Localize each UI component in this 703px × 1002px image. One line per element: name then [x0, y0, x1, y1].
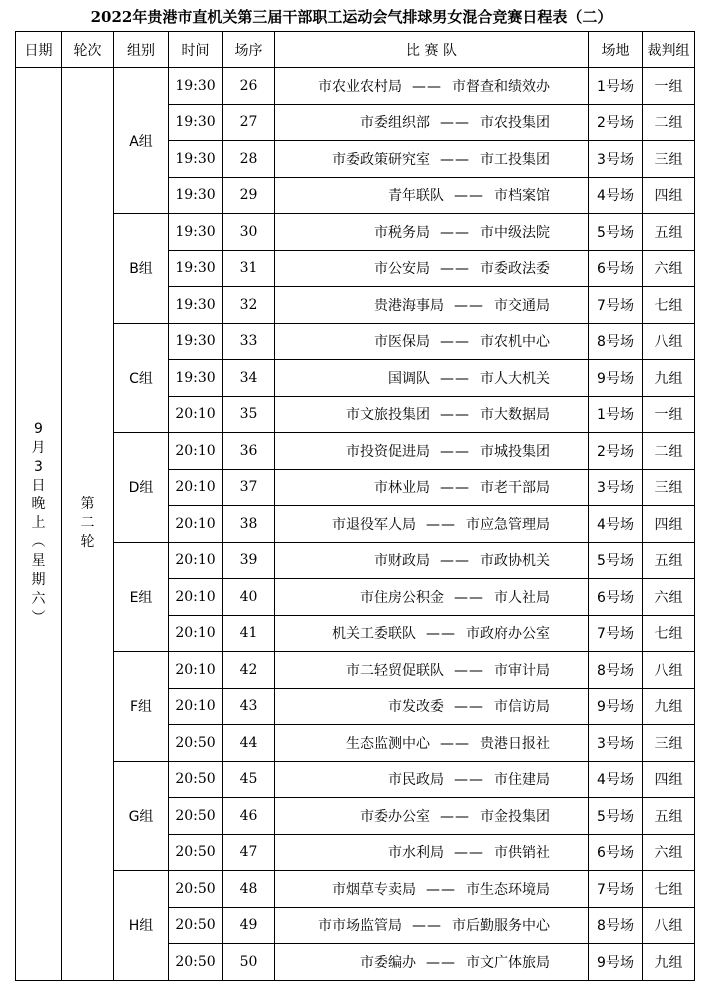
team-away: 市生态环境局	[466, 881, 550, 898]
time-cell: 20:10	[169, 396, 223, 433]
venue-cell: 9号场	[589, 360, 643, 397]
teams-cell	[275, 542, 589, 579]
team-home: 市公安局	[374, 261, 430, 278]
teams-cell	[275, 798, 589, 835]
referee-cell: 四组	[643, 177, 695, 214]
table-row	[16, 68, 695, 105]
time-cell: 20:10	[169, 506, 223, 543]
referee-cell: 七组	[643, 287, 695, 324]
match-no-cell: 45	[223, 761, 275, 798]
table-row	[16, 323, 695, 360]
team-away: 市老干部局	[480, 480, 550, 497]
team-away: 市应急管理局	[466, 516, 550, 533]
venue-cell: 5号场	[589, 214, 643, 251]
round-char: 第	[80, 496, 95, 513]
team-home: 市医保局	[374, 334, 430, 351]
team-home: 市财政局	[374, 553, 430, 570]
time-cell: 19:30	[169, 287, 223, 324]
teams-cell	[275, 68, 589, 105]
time-cell: 20:50	[169, 761, 223, 798]
team-home: 生态监测中心	[346, 735, 430, 752]
team-home: 市林业局	[374, 480, 430, 497]
date-cell	[16, 68, 62, 981]
match-no-cell: 41	[223, 615, 275, 652]
referee-cell: 八组	[643, 652, 695, 689]
teams-cell	[275, 360, 589, 397]
time-cell: 19:30	[169, 214, 223, 251]
match-no-cell: 32	[223, 287, 275, 324]
time-cell: 19:30	[169, 177, 223, 214]
time-cell: 19:30	[169, 360, 223, 397]
match-no-cell: 50	[223, 944, 275, 981]
versus-separator: ——	[440, 480, 470, 497]
header-round: 轮次	[62, 32, 114, 68]
versus-separator: ——	[454, 188, 484, 205]
team-home: 市文旅投集团	[346, 407, 430, 424]
versus-separator: ——	[412, 78, 442, 95]
date-char: 上	[31, 515, 46, 532]
match-no-cell: 33	[223, 323, 275, 360]
match-no-cell: 27	[223, 104, 275, 141]
team-home: 国调队	[388, 370, 430, 387]
venue-cell: 7号场	[589, 287, 643, 324]
teams-cell	[275, 177, 589, 214]
team-home: 市委编办	[360, 954, 416, 971]
venue-cell: 3号场	[589, 725, 643, 762]
match-no-cell: 49	[223, 907, 275, 944]
group-cell: A组	[114, 68, 169, 214]
venue-cell: 9号场	[589, 688, 643, 725]
versus-separator: ——	[426, 954, 456, 971]
team-home: 青年联队	[388, 188, 444, 205]
table-row	[16, 214, 695, 251]
versus-separator: ——	[426, 881, 456, 898]
team-away: 市中级法院	[480, 224, 550, 241]
match-no-cell: 28	[223, 141, 275, 178]
date-char: ︵	[31, 534, 46, 551]
team-away: 市农机中心	[480, 334, 550, 351]
venue-cell: 6号场	[589, 579, 643, 616]
teams-cell	[275, 944, 589, 981]
versus-separator: ——	[440, 261, 470, 278]
versus-separator: ——	[454, 772, 484, 789]
match-no-cell: 47	[223, 834, 275, 871]
venue-cell: 2号场	[589, 104, 643, 141]
referee-cell: 二组	[643, 104, 695, 141]
referee-cell: 六组	[643, 834, 695, 871]
team-away: 市文广体旅局	[466, 954, 550, 971]
venue-cell: 5号场	[589, 542, 643, 579]
versus-separator: ——	[440, 443, 470, 460]
referee-cell: 九组	[643, 944, 695, 981]
time-cell: 20:50	[169, 834, 223, 871]
venue-cell: 1号场	[589, 396, 643, 433]
team-home: 市退役军人局	[332, 516, 416, 533]
header-referee: 裁判组	[643, 32, 695, 68]
time-cell: 20:10	[169, 615, 223, 652]
team-home: 市烟草专卖局	[332, 881, 416, 898]
teams-cell	[275, 761, 589, 798]
team-away: 市政协机关	[480, 553, 550, 570]
team-home: 市民政局	[388, 772, 444, 789]
table-row	[16, 652, 695, 689]
match-no-cell: 40	[223, 579, 275, 616]
match-no-cell: 29	[223, 177, 275, 214]
time-cell: 19:30	[169, 104, 223, 141]
match-no-cell: 36	[223, 433, 275, 470]
date-char: 3	[34, 458, 43, 475]
date-char: 期	[31, 571, 46, 588]
venue-cell: 6号场	[589, 834, 643, 871]
referee-cell: 八组	[643, 323, 695, 360]
venue-cell: 9号场	[589, 944, 643, 981]
referee-cell: 三组	[643, 725, 695, 762]
referee-cell: 五组	[643, 214, 695, 251]
date-char: 9	[34, 420, 43, 437]
header-teams: 比 赛 队	[275, 32, 589, 68]
referee-cell: 七组	[643, 615, 695, 652]
time-cell: 20:10	[169, 469, 223, 506]
venue-cell: 3号场	[589, 141, 643, 178]
team-away: 市交通局	[494, 297, 550, 314]
referee-cell: 二组	[643, 433, 695, 470]
teams-cell	[275, 579, 589, 616]
referee-cell: 七组	[643, 871, 695, 908]
teams-cell	[275, 688, 589, 725]
referee-cell: 一组	[643, 396, 695, 433]
date-char: 月	[31, 439, 46, 456]
venue-cell: 2号场	[589, 433, 643, 470]
team-away: 市大数据局	[480, 407, 550, 424]
teams-cell	[275, 250, 589, 287]
time-cell: 20:50	[169, 907, 223, 944]
round-char: 二	[80, 515, 95, 532]
time-cell: 20:10	[169, 542, 223, 579]
match-no-cell: 26	[223, 68, 275, 105]
team-away: 市审计局	[494, 662, 550, 679]
team-home: 贵港海事局	[374, 297, 444, 314]
team-home: 市税务局	[374, 224, 430, 241]
header-match-no: 场序	[223, 32, 275, 68]
header-group: 组别	[114, 32, 169, 68]
versus-separator: ——	[440, 224, 470, 241]
venue-cell: 4号场	[589, 506, 643, 543]
team-home: 市水利局	[388, 845, 444, 862]
team-home: 市发改委	[388, 699, 444, 716]
date-char: 日	[31, 477, 46, 494]
match-no-cell: 44	[223, 725, 275, 762]
team-away: 市人社局	[494, 589, 550, 606]
venue-cell: 8号场	[589, 652, 643, 689]
referee-cell: 四组	[643, 761, 695, 798]
versus-separator: ——	[440, 334, 470, 351]
team-home: 市二轻贸促联队	[346, 662, 444, 679]
teams-cell	[275, 907, 589, 944]
team-away: 市督查和绩效办	[452, 78, 550, 95]
header-row	[16, 32, 695, 68]
group-cell: C组	[114, 323, 169, 433]
time-cell: 20:10	[169, 652, 223, 689]
match-no-cell: 30	[223, 214, 275, 251]
team-away: 市委政法委	[480, 261, 550, 278]
teams-cell	[275, 287, 589, 324]
referee-cell: 九组	[643, 360, 695, 397]
team-away: 市供销社	[494, 845, 550, 862]
versus-separator: ——	[412, 918, 442, 935]
versus-separator: ——	[440, 808, 470, 825]
table-row	[16, 871, 695, 908]
header-date: 日期	[16, 32, 62, 68]
teams-cell	[275, 141, 589, 178]
header-venue: 场地	[589, 32, 643, 68]
teams-cell	[275, 323, 589, 360]
match-no-cell: 34	[223, 360, 275, 397]
page-title: 2022年贵港市直机关第三届干部职工运动会气排球男女混合竞赛日程表（二）	[90, 8, 613, 26]
time-cell: 19:30	[169, 250, 223, 287]
group-cell: D组	[114, 433, 169, 543]
venue-cell: 1号场	[589, 68, 643, 105]
team-away: 市住建局	[494, 772, 550, 789]
time-cell: 20:50	[169, 798, 223, 835]
date-char: 晚	[31, 496, 46, 513]
teams-cell	[275, 469, 589, 506]
versus-separator: ——	[440, 370, 470, 387]
date-char: ︶	[31, 609, 46, 626]
time-cell: 19:30	[169, 141, 223, 178]
referee-cell: 六组	[643, 579, 695, 616]
teams-cell	[275, 834, 589, 871]
team-home: 市委组织部	[360, 115, 430, 132]
referee-cell: 三组	[643, 141, 695, 178]
versus-separator: ——	[426, 626, 456, 643]
time-cell: 20:50	[169, 871, 223, 908]
venue-cell: 7号场	[589, 615, 643, 652]
venue-cell: 6号场	[589, 250, 643, 287]
teams-cell	[275, 214, 589, 251]
teams-cell	[275, 433, 589, 470]
match-no-cell: 48	[223, 871, 275, 908]
team-home: 市农业农村局	[318, 78, 402, 95]
time-cell: 20:50	[169, 725, 223, 762]
team-away: 市政府办公室	[466, 626, 550, 643]
referee-cell: 一组	[643, 68, 695, 105]
versus-separator: ——	[440, 151, 470, 168]
team-home: 机关工委联队	[332, 626, 416, 643]
versus-separator: ——	[440, 735, 470, 752]
teams-cell	[275, 871, 589, 908]
venue-cell: 3号场	[589, 469, 643, 506]
time-cell: 19:30	[169, 323, 223, 360]
table-row	[16, 761, 695, 798]
team-away: 市工投集团	[480, 151, 550, 168]
match-no-cell: 31	[223, 250, 275, 287]
versus-separator: ——	[454, 845, 484, 862]
referee-cell: 三组	[643, 469, 695, 506]
match-no-cell: 35	[223, 396, 275, 433]
time-cell: 20:50	[169, 944, 223, 981]
group-cell: E组	[114, 542, 169, 652]
team-away: 市城投集团	[480, 443, 550, 460]
table-row	[16, 542, 695, 579]
teams-cell	[275, 396, 589, 433]
versus-separator: ——	[426, 516, 456, 533]
versus-separator: ——	[454, 297, 484, 314]
venue-cell: 4号场	[589, 177, 643, 214]
table-row	[16, 433, 695, 470]
referee-cell: 五组	[643, 798, 695, 835]
referee-cell: 五组	[643, 542, 695, 579]
versus-separator: ——	[440, 407, 470, 424]
header-time: 时间	[169, 32, 223, 68]
team-away: 市人大机关	[480, 370, 550, 387]
venue-cell: 5号场	[589, 798, 643, 835]
versus-separator: ——	[454, 589, 484, 606]
versus-separator: ——	[454, 699, 484, 716]
round-cell	[62, 68, 114, 981]
referee-cell: 八组	[643, 907, 695, 944]
team-away: 市后勤服务中心	[452, 918, 550, 935]
referee-cell: 六组	[643, 250, 695, 287]
match-no-cell: 42	[223, 652, 275, 689]
team-away: 市金投集团	[480, 808, 550, 825]
venue-cell: 7号场	[589, 871, 643, 908]
time-cell: 20:10	[169, 579, 223, 616]
teams-cell	[275, 104, 589, 141]
round-char: 轮	[80, 534, 95, 551]
date-char: 星	[31, 553, 46, 570]
venue-cell: 4号场	[589, 761, 643, 798]
match-no-cell: 43	[223, 688, 275, 725]
schedule-table	[15, 31, 695, 981]
versus-separator: ——	[454, 662, 484, 679]
referee-cell: 四组	[643, 506, 695, 543]
group-cell: H组	[114, 871, 169, 981]
match-no-cell: 46	[223, 798, 275, 835]
team-home: 市委政策研究室	[332, 151, 430, 168]
time-cell: 20:10	[169, 688, 223, 725]
teams-cell	[275, 652, 589, 689]
time-cell: 20:10	[169, 433, 223, 470]
teams-cell	[275, 725, 589, 762]
versus-separator: ——	[440, 115, 470, 132]
teams-cell	[275, 615, 589, 652]
match-no-cell: 39	[223, 542, 275, 579]
referee-cell: 九组	[643, 688, 695, 725]
date-char: 六	[31, 590, 46, 607]
team-away: 市信访局	[494, 699, 550, 716]
team-home: 市投资促进局	[346, 443, 430, 460]
team-home: 市住房公积金	[360, 589, 444, 606]
team-away: 市档案馆	[494, 188, 550, 205]
match-no-cell: 37	[223, 469, 275, 506]
teams-cell	[275, 506, 589, 543]
group-cell: B组	[114, 214, 169, 324]
group-cell: G组	[114, 761, 169, 871]
team-away: 市农投集团	[480, 115, 550, 132]
group-cell: F组	[114, 652, 169, 762]
venue-cell: 8号场	[589, 323, 643, 360]
venue-cell: 8号场	[589, 907, 643, 944]
match-no-cell: 38	[223, 506, 275, 543]
team-away: 贵港日报社	[480, 735, 550, 752]
versus-separator: ——	[440, 553, 470, 570]
time-cell: 19:30	[169, 68, 223, 105]
team-home: 市委办公室	[360, 808, 430, 825]
team-home: 市市场监管局	[318, 918, 402, 935]
